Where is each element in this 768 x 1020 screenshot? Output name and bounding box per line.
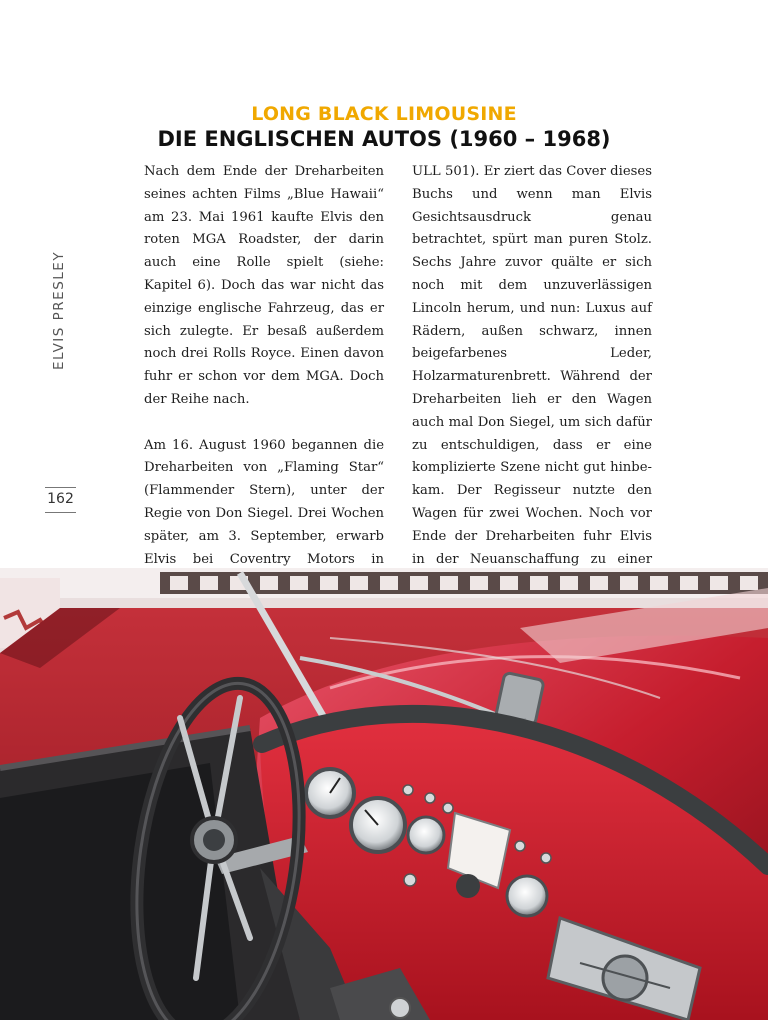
paragraph: Am 16. August 1960 begannen die Dreharbeiten von „Flaming Star“ (Flammender Stern), unter der Regie von Don Siegel. Drei Wochen später, am 3. September, erwarb Elvis bei Coventry Motors in — [144, 437, 384, 567]
chapter-kicker: LONG BLACK LIMOUSINE — [251, 103, 517, 125]
running-head: ELVIS PRESLEY — [51, 250, 67, 370]
paragraph: ULL 501). Er ziert das Cover dieses Buchs und wenn man Elvis Gesichtsausdruck genau betrachtet, spürt man puren Stolz. Sechs Jahre zuvor quälte er sich noch mit dem unzuverlässigen Lincoln herum, und nun: Luxus auf Rädern, außen schwarz, innen beigefarbenes Leder, Holzarmaturenbrett. Während der Dreharbeiten lieh er den Wagen auch mal Don Siegel, um sich dafür zu entschuldigen, dass er eine komplizierte Szene nicht gut hinbekam. Der Regisseur nutzte den Wagen für zwei Wochen. Noch vor Ende der Dreharbeiten fuhr Elvis in der Neuanschaffung zu einer — [412, 164, 652, 567]
page-number: 162 — [47, 491, 74, 507]
car-interior-photo — [0, 568, 768, 1020]
folio-rule-bottom — [45, 512, 76, 513]
page-title: DIE ENGLISCHEN AUTOS (1960 – 1968) — [157, 127, 611, 151]
paragraph: Nach dem Ende der Dreharbeiten seines achten Films „Blue Hawaii“ am 23. Mai 1961 kaufte Elvis den roten MGA Roadster, der darin auch eine Rolle spielt (siehe: Kapitel 6). Doch das war nicht das einzige englische Fahrzeug, das er sich zulegte. Er besaß außerdem noch drei Rolls Royce. Einen davon fuhr er schon vor dem MGA. Doch der Reihe nach. — [144, 164, 384, 407]
folio-rule-top — [45, 487, 76, 488]
